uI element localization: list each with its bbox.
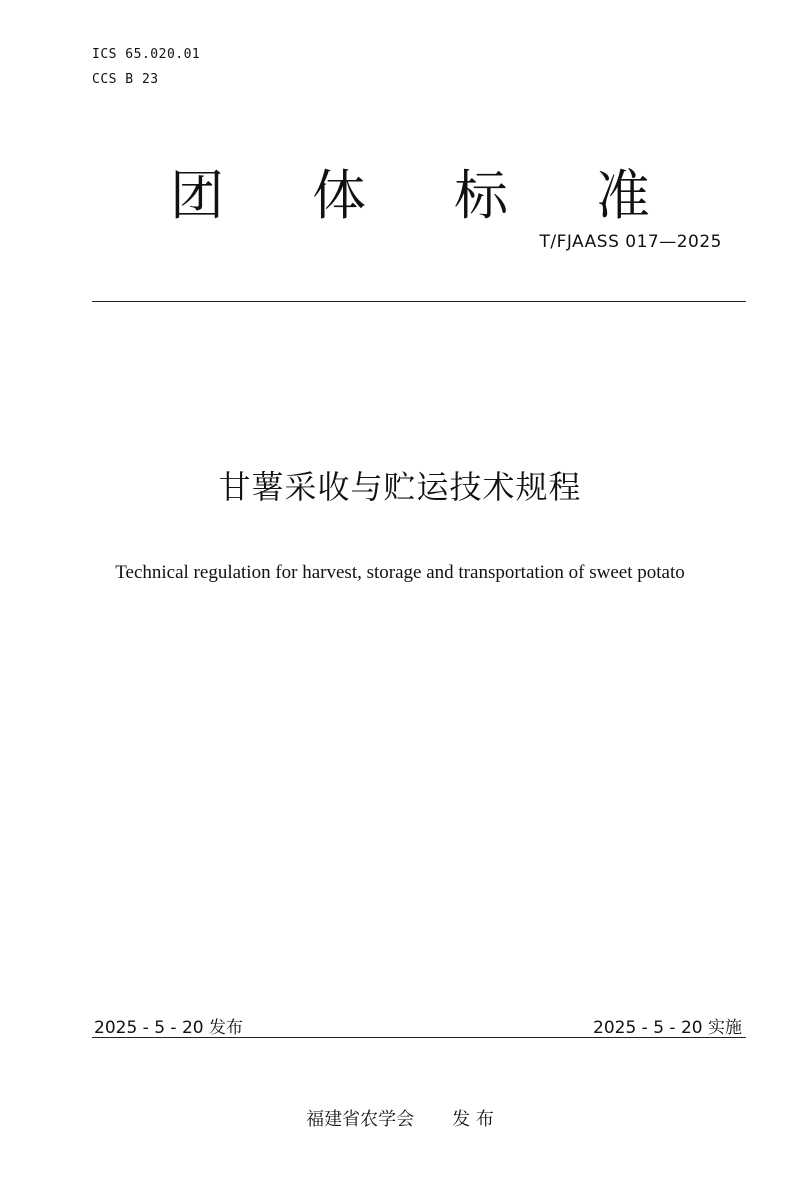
ics-code: ICS 65.020.01 — [92, 47, 201, 62]
classification-codes — [92, 42, 200, 92]
implementation-date: 2025 - 5 - 20 实施 — [593, 1018, 742, 1038]
standard-type-char: 标 — [454, 164, 508, 227]
bottom-divider — [92, 1037, 746, 1038]
publisher-line — [0, 1105, 800, 1131]
top-divider — [92, 301, 746, 302]
standard-type-char: 团 — [170, 164, 224, 227]
publisher-action: 发 布 — [452, 1109, 494, 1130]
document-title-chinese: 甘薯采收与贮运技术规程 — [218, 468, 582, 506]
publisher-name: 福建省农学会 — [306, 1109, 415, 1130]
publish-date: 2025 - 5 - 20 发布 — [94, 1018, 243, 1038]
standard-type-char: 体 — [312, 164, 366, 227]
standard-type-heading — [170, 160, 650, 232]
standard-type-char: 准 — [596, 164, 650, 227]
ccs-code: CCS B 23 — [92, 72, 159, 87]
standard-number: T/FJAASS 017—2025 — [539, 232, 722, 252]
document-title-english: Technical regulation for harvest, storage and transportation of sweet potato — [115, 562, 685, 583]
